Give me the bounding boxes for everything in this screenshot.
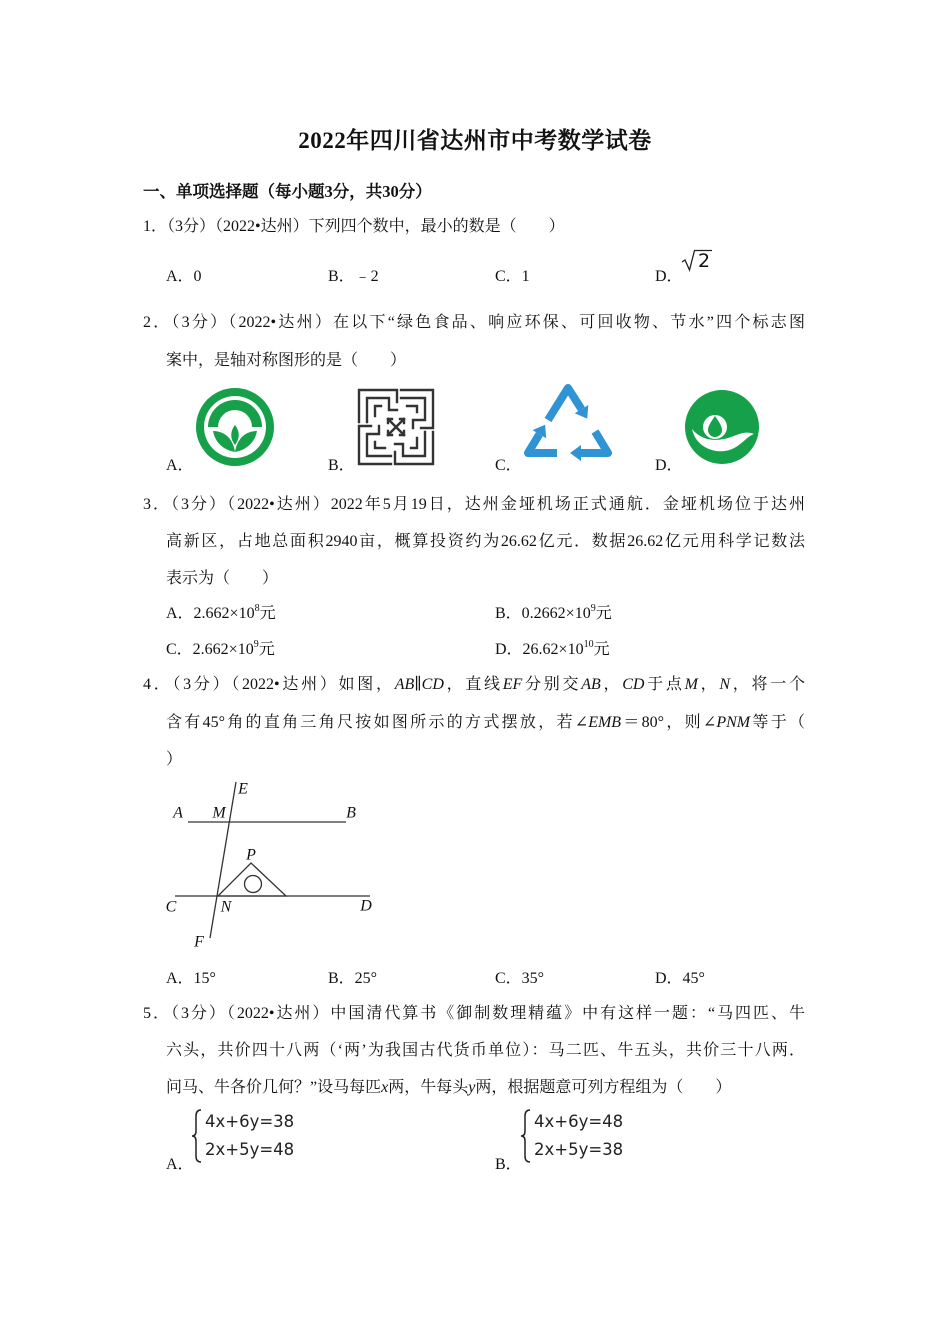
text-run: 含有45°角的直角三角尺按如图所示的方式摆放，若∠ xyxy=(166,714,589,731)
math-variable: AB xyxy=(394,676,415,693)
text-run: 元 xyxy=(259,605,276,622)
text-run: 高新区，占地总面积2940亩，概算投资约为26.62亿元．数据26.62亿元用科学记数法 xyxy=(166,533,805,550)
text-run: 问马、牛各价几何？”设马每匹 xyxy=(166,1079,382,1096)
text-run: D．26.62×10 xyxy=(495,641,584,658)
question-5-stem-line-2 xyxy=(166,1040,805,1062)
question-3-option-c xyxy=(166,639,275,661)
text-run: 元 xyxy=(258,641,275,658)
question-5-option-a: A． xyxy=(166,1156,194,1173)
question-3-stem-line-3 xyxy=(166,568,278,590)
text-run: ） xyxy=(166,751,183,768)
math-variable: y xyxy=(468,1079,476,1096)
set-square-triangle xyxy=(218,863,286,896)
question-2-stem-line-2 xyxy=(166,350,406,372)
equation-2: 2x+5y=48 xyxy=(205,1140,295,1159)
water-drop-logo-icon xyxy=(684,389,760,465)
text-run: ， xyxy=(600,676,623,693)
question-3-option-b xyxy=(495,603,612,625)
question-4-option-a: A．15° xyxy=(166,970,216,987)
math-variable: x xyxy=(381,1079,389,1096)
text-run: 六头，共价四十八两（‘两’为我国古代货币单位）：马二匹、牛五头，共价三十八两． xyxy=(166,1042,805,1059)
math-variable: CD xyxy=(421,676,444,693)
text-run: ， xyxy=(697,676,720,693)
question-1-stem-line-1 xyxy=(143,216,565,238)
text-run: 于点 xyxy=(644,676,685,693)
text-run: 两，牛每头 xyxy=(388,1079,469,1096)
text-run: 2．（3分）（2022•达州）在以下“绿色食品、响应环保、可回收物、节水”四个标志图 xyxy=(143,314,805,331)
text-run: ∥ xyxy=(414,676,422,693)
question-1-option-a: A．0 xyxy=(166,268,202,285)
exponent: 10 xyxy=(583,639,594,650)
label-a: A xyxy=(173,804,183,822)
text-run: 4．（3分）（2022•达州）如图， xyxy=(143,676,395,693)
question-5-option-a-equation-system xyxy=(190,1108,295,1166)
text-run: ，将一个 xyxy=(730,676,805,693)
equation-1: 4x+6y=48 xyxy=(534,1112,624,1131)
label-f: F xyxy=(194,933,204,951)
question-1-option-b: B．﹣2 xyxy=(328,268,379,285)
label-p: P xyxy=(246,846,256,864)
question-5-option-b: B． xyxy=(495,1156,522,1173)
math-variable: N xyxy=(719,676,731,693)
question-1-option-c: C．1 xyxy=(495,268,530,285)
label-m: M xyxy=(212,804,226,822)
math-variable: PNM xyxy=(716,714,751,731)
math-variable: EF xyxy=(502,676,523,693)
text-run: 案中，是轴对称图形的是（ ） xyxy=(166,352,407,369)
text-run: 表示为（ ） xyxy=(166,570,279,587)
question-4-stem-line-3 xyxy=(166,749,182,771)
page-title: 2022年四川省达州市中考数学试卷 xyxy=(298,128,652,153)
math-variable: M xyxy=(684,676,698,693)
math-variable: EMB xyxy=(588,714,622,731)
question-4-option-c: C．35° xyxy=(495,970,545,987)
question-3-stem-line-2 xyxy=(166,531,805,553)
parallel-lines-set-square-figure xyxy=(160,775,380,955)
math-variable: AB xyxy=(581,676,601,693)
equation-1: 4x+6y=38 xyxy=(205,1112,295,1131)
text-run: 等于（ xyxy=(750,714,805,731)
question-2-option-b: B． xyxy=(328,457,355,474)
text-run: A．2.662×10 xyxy=(166,605,255,622)
text-run: 分别交 xyxy=(522,676,582,693)
question-4-option-d: D．45° xyxy=(655,970,705,987)
label-d: D xyxy=(360,897,372,915)
question-3-stem-line-1 xyxy=(143,494,805,516)
square-maze-logo-icon xyxy=(357,388,435,466)
text-run: ＝80°，则∠ xyxy=(621,714,717,731)
label-b: B xyxy=(346,804,356,822)
set-square-hole xyxy=(245,876,262,893)
text-run: 元 xyxy=(595,605,612,622)
question-4-option-b: B．25° xyxy=(328,970,378,987)
question-4-stem-line-2 xyxy=(166,712,805,734)
question-5-stem-line-1 xyxy=(143,1003,805,1025)
question-3-option-a xyxy=(166,603,276,625)
text-run: 两，根据题意可列方程组为（ ） xyxy=(475,1079,732,1096)
green-food-logo-icon xyxy=(195,387,275,467)
exponent: 9 xyxy=(253,639,259,650)
exponent: 8 xyxy=(254,603,260,614)
question-4-stem-line-1 xyxy=(143,674,805,696)
text-run: 1．（3分）（2022•达州）下列四个数中，最小的数是（ ） xyxy=(143,218,565,235)
exponent: 9 xyxy=(590,603,596,614)
question-5-stem-line-3 xyxy=(166,1077,731,1099)
question-1-option-d-sqrt xyxy=(681,248,713,274)
label-e: E xyxy=(238,780,248,798)
recycling-arrows-logo-icon xyxy=(523,383,613,463)
radicand: 2 xyxy=(698,250,711,272)
label-n: N xyxy=(220,898,232,916)
text-run: 元 xyxy=(593,641,610,658)
math-variable: CD xyxy=(622,676,645,693)
section-heading: 一、单项选择题（每小题3分，共30分） xyxy=(143,182,432,201)
question-3-option-d xyxy=(495,639,610,661)
question-1-option-d: D． xyxy=(655,268,683,285)
text-run: ，直线 xyxy=(443,676,503,693)
text-run: B．0.2662×10 xyxy=(495,605,591,622)
question-2-stem-line-1 xyxy=(143,312,805,334)
text-run: C．2.662×10 xyxy=(166,641,254,658)
text-run: 3．（3分）（2022•达州）2022年5月19日，达州金垭机场正式通航．金垭机场位于达州 xyxy=(143,496,805,513)
equation-2: 2x+5y=38 xyxy=(534,1140,624,1159)
text-run: 5．（3分）（2022•达州）中国清代算书《御制数理精蕴》中有这样一题：“马四匹、牛 xyxy=(143,1005,805,1022)
label-c: C xyxy=(165,898,177,916)
question-5-option-b-equation-system xyxy=(519,1108,624,1166)
question-2-option-a: A． xyxy=(166,457,194,474)
question-2-option-c: C． xyxy=(495,457,522,474)
question-2-option-d: D． xyxy=(655,457,683,474)
